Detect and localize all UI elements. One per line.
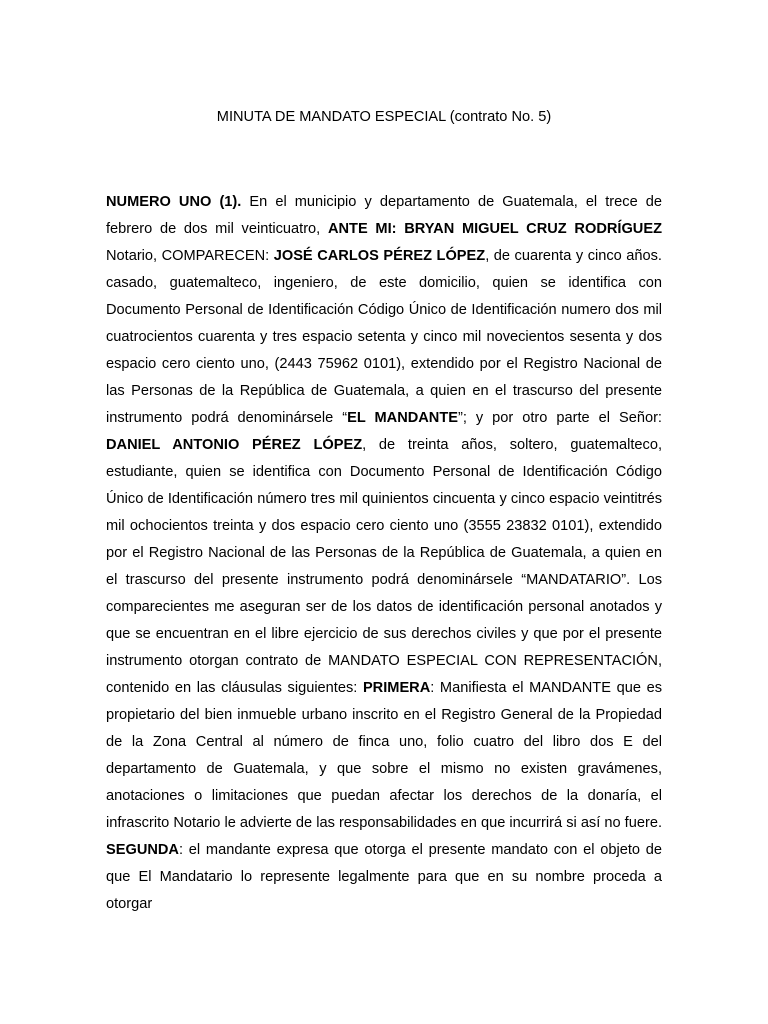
bold-text-run: ANTE MI: BRYAN MIGUEL CRUZ RODRÍGUEZ — [327, 221, 662, 237]
text-run: ”; y por otro parte el Señor: — [458, 410, 662, 426]
bold-text-run: NUMERO UNO (1). — [106, 194, 242, 210]
bold-text-run: DANIEL ANTONIO PÉREZ LÓPEZ — [106, 437, 363, 453]
document-title: MINUTA DE MANDATO ESPECIAL (contrato No. 5) — [216, 109, 552, 125]
text-run: En el municipio y departamento de Guatemala, el trece de febrero de dos mil veinticuatro, — [106, 194, 663, 237]
text-run: Notario, COMPARECEN: — [106, 248, 274, 264]
text-run: , de cuarenta y cinco años. casado, guatemalteco, ingeniero, de este domicilio, quien se identifica con Documento Personal de Identificación Código Único de Identificación numero dos mil cuatrocientos cuarenta y tres espacio setenta y cinco mil novecientos sesenta y dos espacio cero ciento uno, (2443 75962 0101), extendido por el Registro Nacional de las Personas de la República de Guatemala, a quien en el trascurso del presente instrumento podrá denominársele “ — [106, 248, 662, 426]
bold-text-run: EL MANDANTE — [347, 410, 458, 426]
text-run: : el mandante expresa que otorga el presente mandato con el objeto de que El Mandatario lo represente legalmente para que en su nombre proceda a otorgar — [106, 842, 662, 912]
text-run: , de treinta años, soltero, guatemalteco, estudiante, quien se identifica con Documento Personal de Identificación Código Único de Identificación número tres mil quinientos cincuenta y cinco espacio veintitrés mil ochocientos treinta y dos espacio cero ciento uno (3555 23832 0101), extendido por el Registro Nacional de las Personas de la República de Guatemala, a quien en el trascurso del presente instrumento podrá denominársele “MANDATARIO”. Los comparecientes me aseguran ser de los datos de identificación personal anotados y que se encuentran en el libre ejercicio de sus derechos civiles y que por el presente instrumento otorgan contrato de MANDATO ESPECIAL CON REPRESENTACIÓN, contenido en las cláusulas siguientes: — [106, 437, 662, 696]
bold-text-run: SEGUNDA — [106, 842, 179, 858]
text-run: : Manifiesta el MANDANTE que es propietario del bien inmueble urbano inscrito en el Registro General de la Propiedad de la Zona Central al número de finca uno, folio cuatro del libro dos E del departamento de Guatemala, y que sobre el mismo no existen gravámenes, anotaciones o limitaciones que puedan afectar los derechos de la donaría, el infrascrito Notario le advierte de las responsabilidades en que incurrirá si así no fuere. — [106, 680, 662, 831]
bold-text-run: JOSÉ CARLOS PÉREZ LÓPEZ — [273, 248, 486, 264]
bold-text-run: PRIMERA — [362, 680, 431, 696]
document-body-paragraph — [106, 189, 662, 918]
